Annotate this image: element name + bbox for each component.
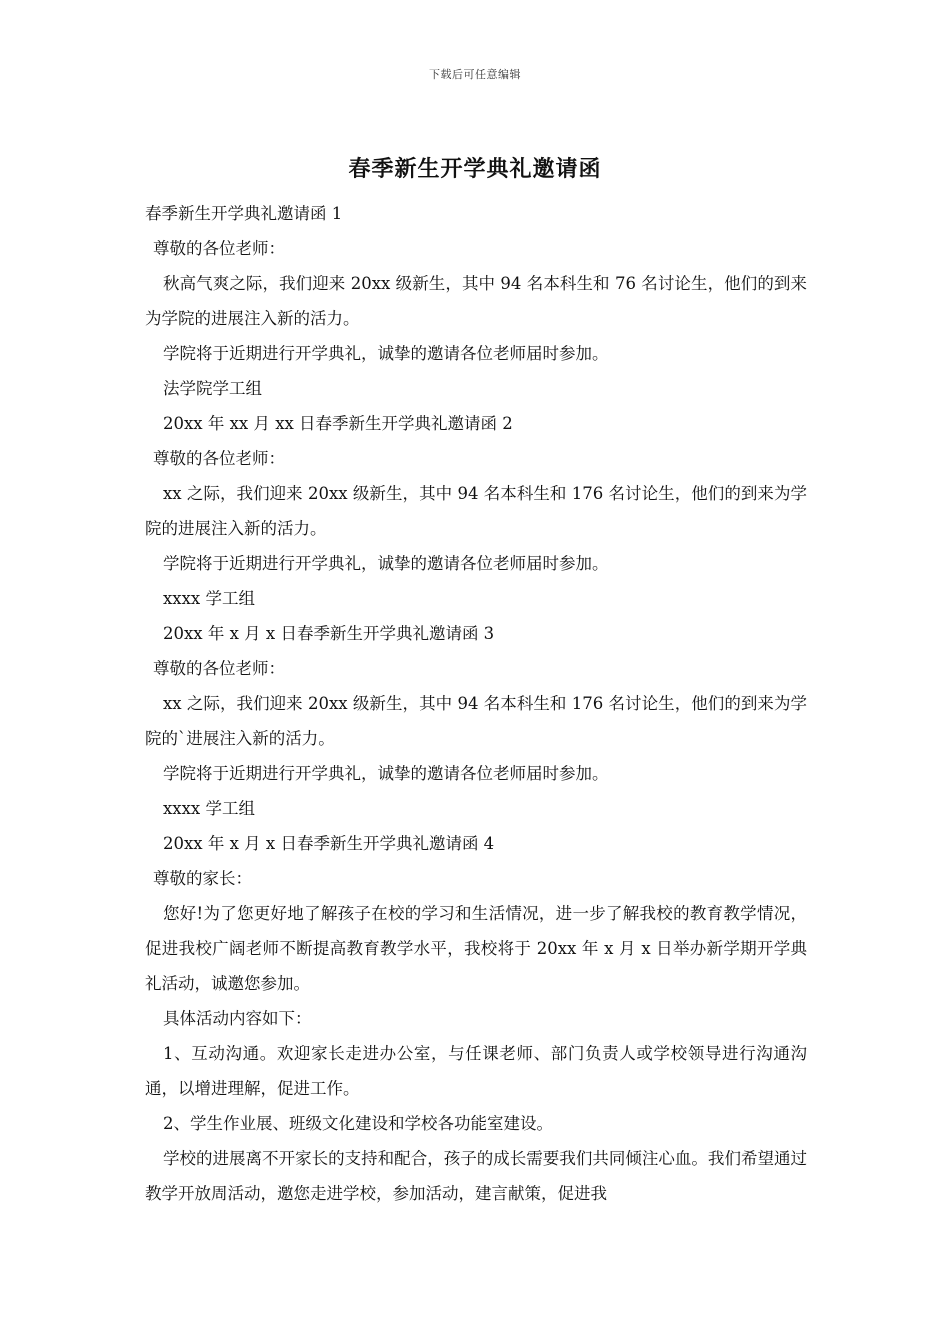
paragraph: 20xx 年 x 月 x 日春季新生开学典礼邀请函 3 (163, 624, 495, 643)
paragraph: 20xx 年 x 月 x 日春季新生开学典礼邀请函 4 (163, 834, 495, 853)
paragraph: xx 之际，我们迎来 20xx 级新生，其中 94 名本科生和 176 名讨论生，他们的到来为学院的进展注入新的活力。 (145, 484, 807, 538)
paragraph: xxxx 学工组 (163, 589, 255, 608)
paragraph: 尊敬的各位老师： (153, 659, 285, 678)
paragraph: 春季新生开学典礼邀请函 1 (145, 204, 343, 223)
paragraph: 学院将于近期进行开学典礼，诚挚的邀请各位老师届时参加。 (163, 554, 609, 573)
paragraph: 尊敬的各位老师： (153, 449, 285, 468)
document-body (145, 196, 807, 1211)
paragraph: 1、互动沟通。欢迎家长走进办公室，与任课老师、部门负责人或学校领导进行沟通沟通，以增进理解，促进工作。 (145, 1044, 807, 1098)
paragraph: 具体活动内容如下： (163, 1009, 312, 1028)
paragraph: 2、学生作业展、班级文化建设和学校各功能室建设。 (163, 1114, 553, 1133)
paragraph: 您好!为了您更好地了解孩子在校的学习和生活情况，进一步了解我校的教育教学情况，促进我校广阔老师不断提高教育教学水平，我校将于 20xx 年 x 月 x 日举办新学期开学典礼活动，诚邀您参加。 (145, 904, 807, 993)
paragraph: 法学院学工组 (163, 379, 262, 398)
paragraph: 尊敬的各位老师： (153, 239, 285, 258)
paragraph: 学院将于近期进行开学典礼，诚挚的邀请各位老师届时参加。 (163, 344, 609, 363)
paragraph: xx 之际，我们迎来 20xx 级新生，其中 94 名本科生和 176 名讨论生，他们的到来为学院的`进展注入新的活力。 (145, 694, 807, 748)
header-note: 下载后可任意编辑 (429, 68, 521, 81)
paragraph: 20xx 年 xx 月 xx 日春季新生开学典礼邀请函 2 (163, 414, 513, 433)
paragraph: xxxx 学工组 (163, 799, 255, 818)
paragraph: 学院将于近期进行开学典礼，诚挚的邀请各位老师届时参加。 (163, 764, 609, 783)
paragraph: 尊敬的家长： (153, 869, 252, 888)
paragraph: 学校的进展离不开家长的支持和配合，孩子的成长需要我们共同倾注心血。我们希望通过教学开放周活动，邀您走进学校，参加活动，建言献策，促进我 (145, 1149, 807, 1203)
document-title: 春季新生开学典礼邀请函 (348, 156, 602, 182)
paragraph: 秋高气爽之际，我们迎来 20xx 级新生，其中 94 名本科生和 76 名讨论生，他们的到来为学院的进展注入新的活力。 (145, 274, 807, 328)
